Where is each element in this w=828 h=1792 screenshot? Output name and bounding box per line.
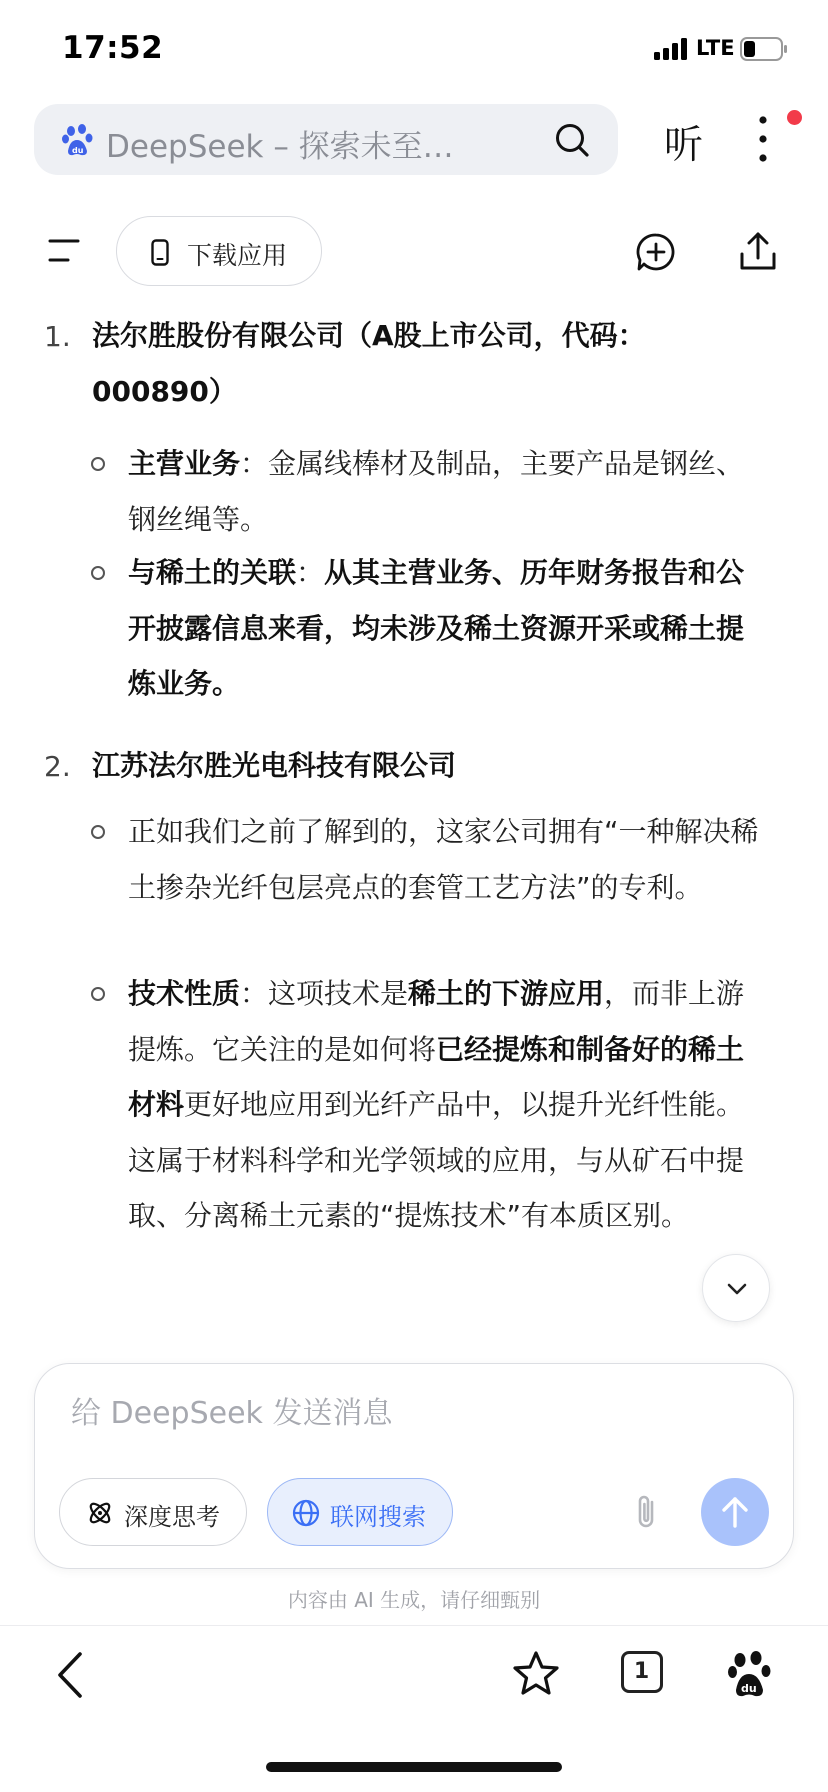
bullet-label: 主营业务 — [128, 447, 241, 480]
listen-button[interactable]: 听 — [664, 123, 704, 168]
bullet-label: 技术性质 — [128, 977, 241, 1010]
tabs-button[interactable] — [621, 1651, 663, 1693]
more-vertical-icon[interactable] — [748, 112, 778, 166]
deep-think-icon — [86, 1499, 114, 1527]
list-number: 1. — [44, 320, 71, 353]
address-bar[interactable] — [34, 104, 618, 175]
address-text[interactable]: DeepSeek – 探索未至… — [106, 129, 454, 165]
answer-content — [0, 308, 828, 1348]
send-arrow-icon — [720, 1495, 750, 1529]
bullet-text: 正如我们之前了解到的，这家公司拥有“一种解决稀土掺杂光纤包层亮点的套管工艺方法”的专利。 — [128, 815, 759, 904]
bullet-dot — [91, 825, 105, 839]
globe-icon — [292, 1499, 320, 1527]
share-icon[interactable] — [738, 230, 778, 272]
bullet-strong: 稀土的下游应用 — [408, 977, 605, 1010]
phone-icon — [151, 239, 169, 266]
battery-icon — [740, 37, 788, 61]
bullet-dot — [91, 457, 105, 471]
baidu-paw-icon — [62, 123, 94, 157]
list-item-title: 法尔胜股份有限公司（A股上市公司，代码：000890） — [92, 319, 646, 408]
home-indicator — [266, 1762, 562, 1772]
ai-disclaimer: 内容由 AI 生成，请仔细甄别 — [287, 1588, 541, 1612]
status-time: 17:52 — [62, 30, 164, 66]
bullet-dot — [91, 987, 105, 1001]
bullet-body: ：这项技术是 — [240, 977, 409, 1010]
bullet-dot — [91, 566, 105, 580]
bullet-strong: 从其主营业务、历年财务报告和公开披露信息来看，均未涉及稀土资源开采或稀土提炼业务。 — [128, 556, 745, 700]
download-app-button[interactable] — [116, 216, 322, 286]
svg-text:du: du — [741, 1682, 757, 1695]
list-number: 2. — [44, 750, 71, 783]
bottom-divider — [0, 1625, 828, 1626]
send-button[interactable] — [701, 1478, 769, 1546]
bullet-body: ： — [296, 556, 325, 589]
bullet-text — [128, 436, 760, 547]
bullet-body: ，而非上游提炼。它关注的是如何将 — [128, 977, 745, 1066]
scroll-to-bottom-button[interactable] — [702, 1254, 770, 1322]
web-search-label: 联网搜索 — [330, 1503, 426, 1531]
bullet-strong: 已经提炼和制备好的稀土材料 — [128, 1032, 745, 1121]
message-composer — [34, 1363, 794, 1569]
deep-think-button[interactable] — [59, 1478, 247, 1546]
signal-icon — [654, 38, 688, 60]
bullet-body: ：金属线棒材及制品，主要产品是钢丝、钢丝绳等。 — [128, 447, 745, 536]
download-app-label: 下载应用 — [187, 241, 288, 270]
bullet-label: 与稀土的关联 — [128, 556, 297, 589]
deep-think-label: 深度思考 — [124, 1503, 220, 1531]
attach-icon[interactable] — [633, 1492, 661, 1532]
status-bar — [0, 0, 828, 100]
new-chat-icon[interactable] — [636, 232, 676, 272]
network-type: LTE — [696, 36, 735, 60]
svg-text:du: du — [72, 146, 84, 155]
bullet-text — [128, 966, 760, 1244]
bullet-text — [128, 545, 760, 712]
search-icon[interactable] — [554, 122, 590, 158]
bullet-body: 更好地应用到光纤产品中，以提升光纤性能。这属于材料科学和光学领域的应用，与从矿石中提取、分离稀土元素的“提炼技术”有本质区别。 — [128, 1088, 745, 1232]
baidu-home-icon[interactable] — [728, 1650, 772, 1698]
menu-icon[interactable] — [46, 236, 82, 266]
tabs-count: 1 — [633, 1659, 650, 1684]
back-icon[interactable] — [52, 1650, 88, 1700]
web-search-button[interactable] — [267, 1478, 453, 1546]
star-icon[interactable] — [512, 1650, 560, 1696]
message-input[interactable] — [71, 1396, 751, 1431]
chevron-down-icon — [725, 1279, 749, 1299]
notification-dot — [787, 110, 802, 125]
list-item-title: 江苏法尔胜光电科技有限公司 — [92, 749, 457, 782]
